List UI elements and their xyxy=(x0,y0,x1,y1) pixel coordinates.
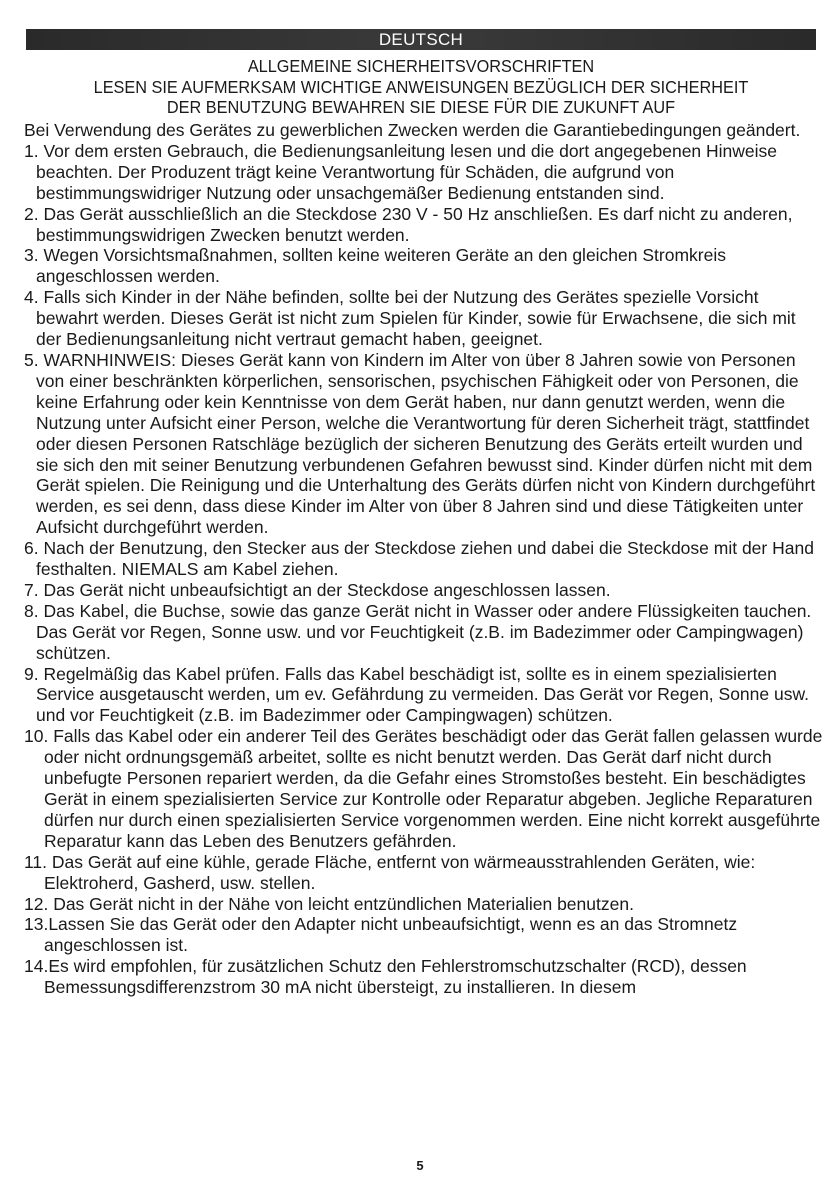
header-line-2: LESEN SIE AUFMERKSAM WICHTIGE ANWEISUNGEN BEZÜGLICH DER SICHERHEIT xyxy=(93,76,749,97)
instruction-item-1: 1. Vor dem ersten Gebrauch, die Bedienungsanleitung lesen und die dort angegebenen Hinweise beachten. Der Produzent trägt keine Verantwortung für Schäden, die aufgrund von bestimmungswidriger Nutzung oder unsachgemäßer Bedienung entstanden sind. xyxy=(24,140,778,203)
safety-header xyxy=(24,56,818,118)
header-title: ALLGEMEINE SICHERHEITSVORSCHRIFTEN xyxy=(247,56,595,76)
instruction-item-7: 7. Das Gerät nicht unbeaufsichtigt an der Steckdose angeschlossen lassen. xyxy=(24,579,611,600)
instruction-item-3: 3. Wegen Vorsichtsmaßnahmen, sollten keine weiteren Geräte an den gleichen Stromkreis angeschlossen werden. xyxy=(24,245,726,287)
instructions-body xyxy=(24,120,824,998)
instruction-item-14: 14.Es wird empfohlen, für zusätzlichen Schutz den Fehlerstromschutzschalter (RCD), dessen Bemessungsdifferenzstrom 30 mA nicht übersteigt, zu installieren. In diesem xyxy=(24,956,747,998)
page-number: 5 xyxy=(416,1158,424,1173)
instruction-item-13: 13.Lassen Sie das Gerät oder den Adapter nicht unbeaufsichtigt, wenn es an das Stromnetz angeschlossen ist. xyxy=(24,914,738,956)
instruction-item-5: 5. WARNHINWEIS: Dieses Gerät kann von Kindern im Alter von über 8 Jahren sowie von Personen von einer beschränkten körperlichen, sensorischen, psychischen Fähigkeit oder von Personen, die keine Erfahrung oder kein Kenntnisse von dem Gerät haben, nur dann genutzt werden, wenn die Nutzung unter Aufsicht einer Person, welche die Verantwortung für deren Sicherheit trägt, stattfindet oder diesen Personen Ratschläge bezüglich der sicheren Benutzung des Geräts erteilt wurden und sie sich den mit seiner Benutzung verbundenen Gefahren bewusst sind. Kinder dürfen nicht mit dem Gerät spielen. Die Reinigung und die Unterhaltung des Geräts dürfen nicht von Kindern durchgeführt werden, es sei denn, dass diese Kinder im Alter von über 8 Jahren sind und diese Tätigkeiten unter Aufsicht durchgeführt werden. xyxy=(24,349,816,538)
header-line-3: DER BENUTZUNG BEWAHREN SIE DIESE FÜR DIE ZUKUNFT AUF xyxy=(166,97,676,117)
instruction-item-6: 6. Nach der Benutzung, den Stecker aus der Steckdose ziehen und dabei die Steckdose mit der Hand festhalten. NIEMALS am Kabel ziehen. xyxy=(24,538,814,580)
instruction-item-2: 2. Das Gerät ausschließlich an die Steckdose 230 V - 50 Hz anschließen. Es darf nicht zu anderen, bestimmungswidrigen Zwecken benutzt werden. xyxy=(24,203,793,245)
intro-paragraph: Bei Verwendung des Gerätes zu gewerblichen Zwecken werden die Garantiebedingungen geändert. xyxy=(24,120,801,140)
instruction-item-8: 8. Das Kabel, die Buchse, sowie das ganze Gerät nicht in Wasser oder andere Flüssigkeiten tauchen. Das Gerät vor Regen, Sonne usw. und vor Feuchtigkeit (z.B. im Badezimmer oder Campingwagen) schützen. xyxy=(24,600,812,663)
instruction-item-4: 4. Falls sich Kinder in der Nähe befinden, sollte bei der Nutzung des Gerätes spezielle Vorsicht bewahrt werden. Dieses Gerät ist nicht zum Spielen für Kinder, sowie für Erwachsene, die sich mit der Bedienungsanleitung nicht vertraut gemacht haben, geeignet. xyxy=(24,287,796,350)
instruction-item-11: 11. Das Gerät auf eine kühle, gerade Fläche, entfernt von wärmeausstrahlenden Geräten, wie: Elektroherd, Gasherd, usw. stellen. xyxy=(24,851,756,893)
instruction-item-9: 9. Regelmäßig das Kabel prüfen. Falls das Kabel beschädigt ist, sollte es in einem spezialisierten Service ausgetauscht werden, um ev. Gefährdung zu vermeiden. Das Gerät vor Regen, Sonne usw. und vor Feuchtigkeit (z.B. im Badezimmer oder Campingwagen) schützen. xyxy=(24,663,810,726)
instruction-item-12: 12. Das Gerät nicht in der Nähe von leicht entzündlichen Materialien benutzen. xyxy=(24,893,634,914)
language-bar: DEUTSCH xyxy=(26,29,816,50)
instruction-item-10: 10. Falls das Kabel oder ein anderer Teil des Gerätes beschädigt oder das Gerät fallen gelassen wurde oder nicht ordnungsgemäß arbeitet, sollte es nicht benutzt werden. Das Gerät darf nicht durch unbefugte Personen repariert werden, da die Gefahr eines Stromstoßes besteht. Ein beschädigtes Gerät in einem spezialisierten Service zur Kontrolle oder Reparatur abgeben. Jegliche Reparaturen dürfen nur durch einen spezialisierten Service vorgenommen werden. Eine nicht korrekt ausgeführte Reparatur kann das Leben des Benutzers gefährden. xyxy=(24,726,823,851)
